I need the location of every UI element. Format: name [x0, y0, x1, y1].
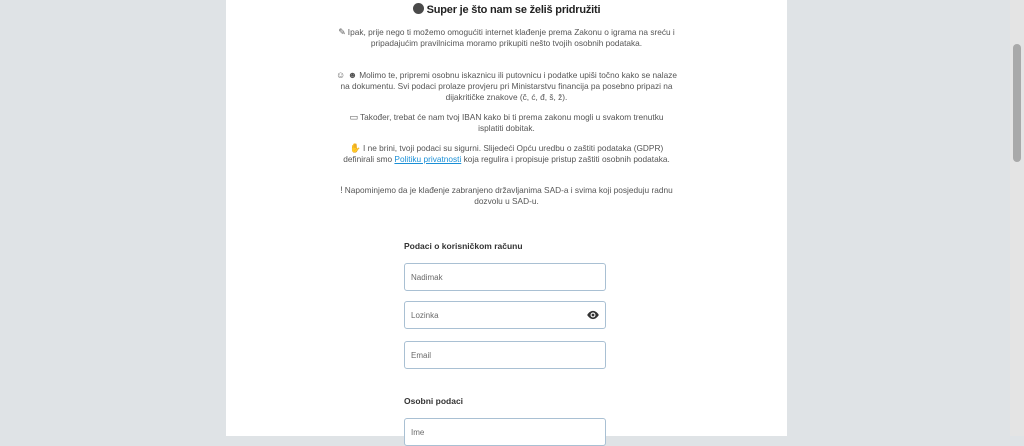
hand-icon: ✋: [349, 143, 361, 153]
privacy-policy-link[interactable]: Politiku privatnosti: [394, 154, 462, 164]
first-name-input[interactable]: [405, 419, 605, 445]
email-field[interactable]: [404, 341, 606, 369]
iban-paragraph: ▭ Također, trebat će nam tvoj IBAN kako bi ti prema zakonu mogli u svakom trenutku isplatiti dobitak.: [349, 112, 664, 133]
registration-panel: [226, 0, 787, 436]
account-section-label: Podaci o korisničkom računu: [404, 241, 523, 251]
first-name-field[interactable]: [404, 418, 606, 446]
scrollbar-thumb[interactable]: [1013, 44, 1021, 162]
pen-icon: ✎: [338, 27, 346, 37]
card-icon: ▭: [349, 112, 359, 122]
face-icons: ☺ ☻: [336, 70, 358, 80]
username-input[interactable]: [405, 264, 605, 290]
personal-section-label: Osobni podaci: [404, 396, 464, 406]
privacy-paragraph: ✋ I ne brini, tvoji podaci su sigurni. Slijedeći Opću uredbu o zaštiti podataka (GDPR) definirali smo Politiku privatnosti koja regulira i propisuje pristup zaštiti osobnih podataka.: [343, 143, 670, 164]
password-field[interactable]: [404, 301, 606, 329]
email-input[interactable]: [405, 342, 605, 368]
page-title-text: Super je što nam se želiš pridružiti: [426, 4, 601, 16]
exclamation-icon: !: [340, 185, 343, 195]
password-input[interactable]: [405, 302, 605, 328]
documents-paragraph: ☺ ☻ Molimo te, pripremi osobnu iskaznicu ili putovnicu i podatke upiši točno kako se nalaze na dokumentu. Svi podaci prolaze provjeru pri Ministarstvu financija pa posebno pripazi na dijakritičke znakove (č, ć, đ, š, ž).: [336, 70, 677, 102]
username-field[interactable]: [404, 263, 606, 291]
hand-wave-icon: [413, 3, 424, 14]
eye-icon[interactable]: [586, 310, 600, 320]
page-title: [226, 3, 787, 16]
usa-notice-paragraph: ! Napominjemo da je klađenje zabranjeno državljanima SAD-a i svima koji posjeduju radnu dozvolu u SAD-u.: [340, 185, 673, 206]
intro-paragraph: ✎ Ipak, prije nego ti možemo omogućiti internet klađenje prema Zakonu o igrama na sreću i pripadajućim pravilnicima moramo prikupiti nešto tvojih osobnih podataka.: [338, 27, 675, 48]
